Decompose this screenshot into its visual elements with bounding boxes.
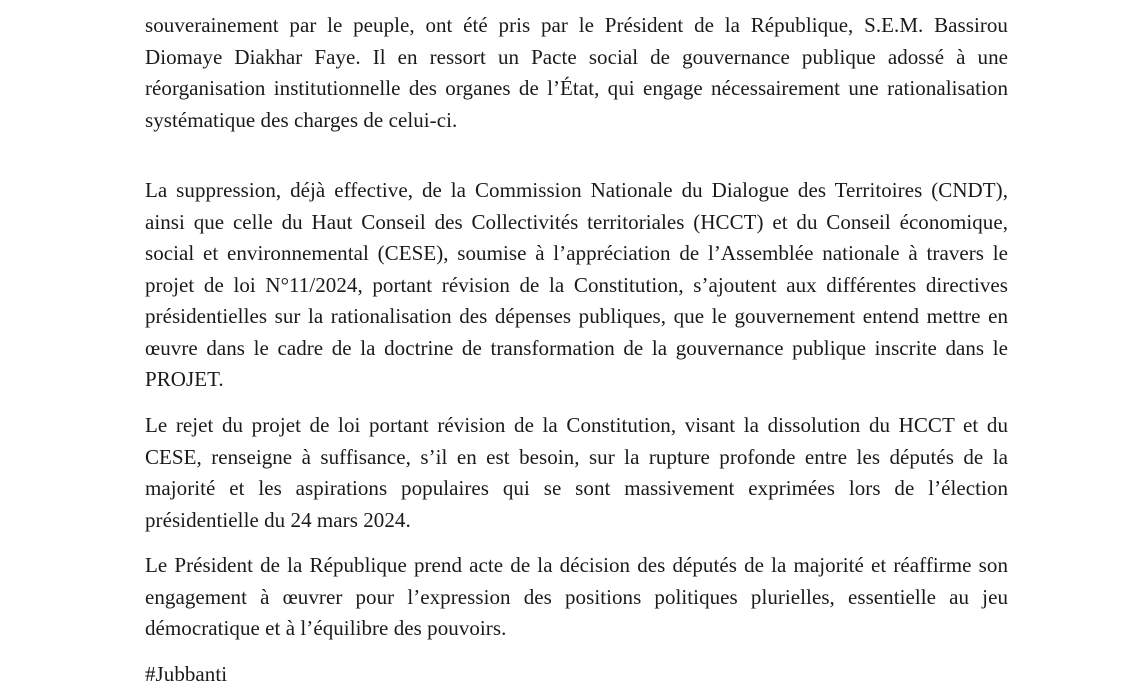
paragraph-rejet-projet-loi: Le rejet du projet de loi portant révision de la Constitution, visant la dissolution du HCCT et du CESE, renseigne à suffisance, s’il en est besoin, sur la rupture profonde entre les députés de la majorité et les aspirations populaires qui se sont massivement exprimées lors de l’élection présidentielle du 24 mars 2024.	[145, 413, 1008, 532]
paragraph-president-prend-acte: Le Président de la République prend acte de la décision des députés de la majorité et réaffirme son engagement à œuvrer pour l’expression des positions politiques plurielles, essentielle au jeu démocratique et à l’équilibre des pouvoirs.	[145, 553, 1008, 640]
paragraph-pacte-social: souverainement par le peuple, ont été pris par le Président de la République, S.E.M. Bassirou Diomaye Diakhar Faye. Il en ressort un Pacte social de gouvernance publique adossé à une réorganisation institutionnelle des organes de l’État, qui engage nécessairement une rationalisation systématique des charges de celui-ci.	[145, 13, 1008, 132]
hashtag: #Jubbanti	[145, 662, 228, 686]
paragraph-suppression-institutions: La suppression, déjà effective, de la Commission Nationale du Dialogue des Territoires (CNDT), ainsi que celle du Haut Conseil des Collectivités territoriales (HCCT) et du Conseil économique, social et environnemental (CESE), soumise à l’appréciation de l’Assemblée nationale à travers le projet de loi N°11/2024, portant révision de la Constitution, s’ajoutent aux différentes directives présidentielles sur la rationalisation des dépenses publiques, que le gouvernement entend mettre en œuvre dans le cadre de la doctrine de transformation de la gouvernance publique inscrite dans le PROJET.	[145, 178, 1008, 391]
